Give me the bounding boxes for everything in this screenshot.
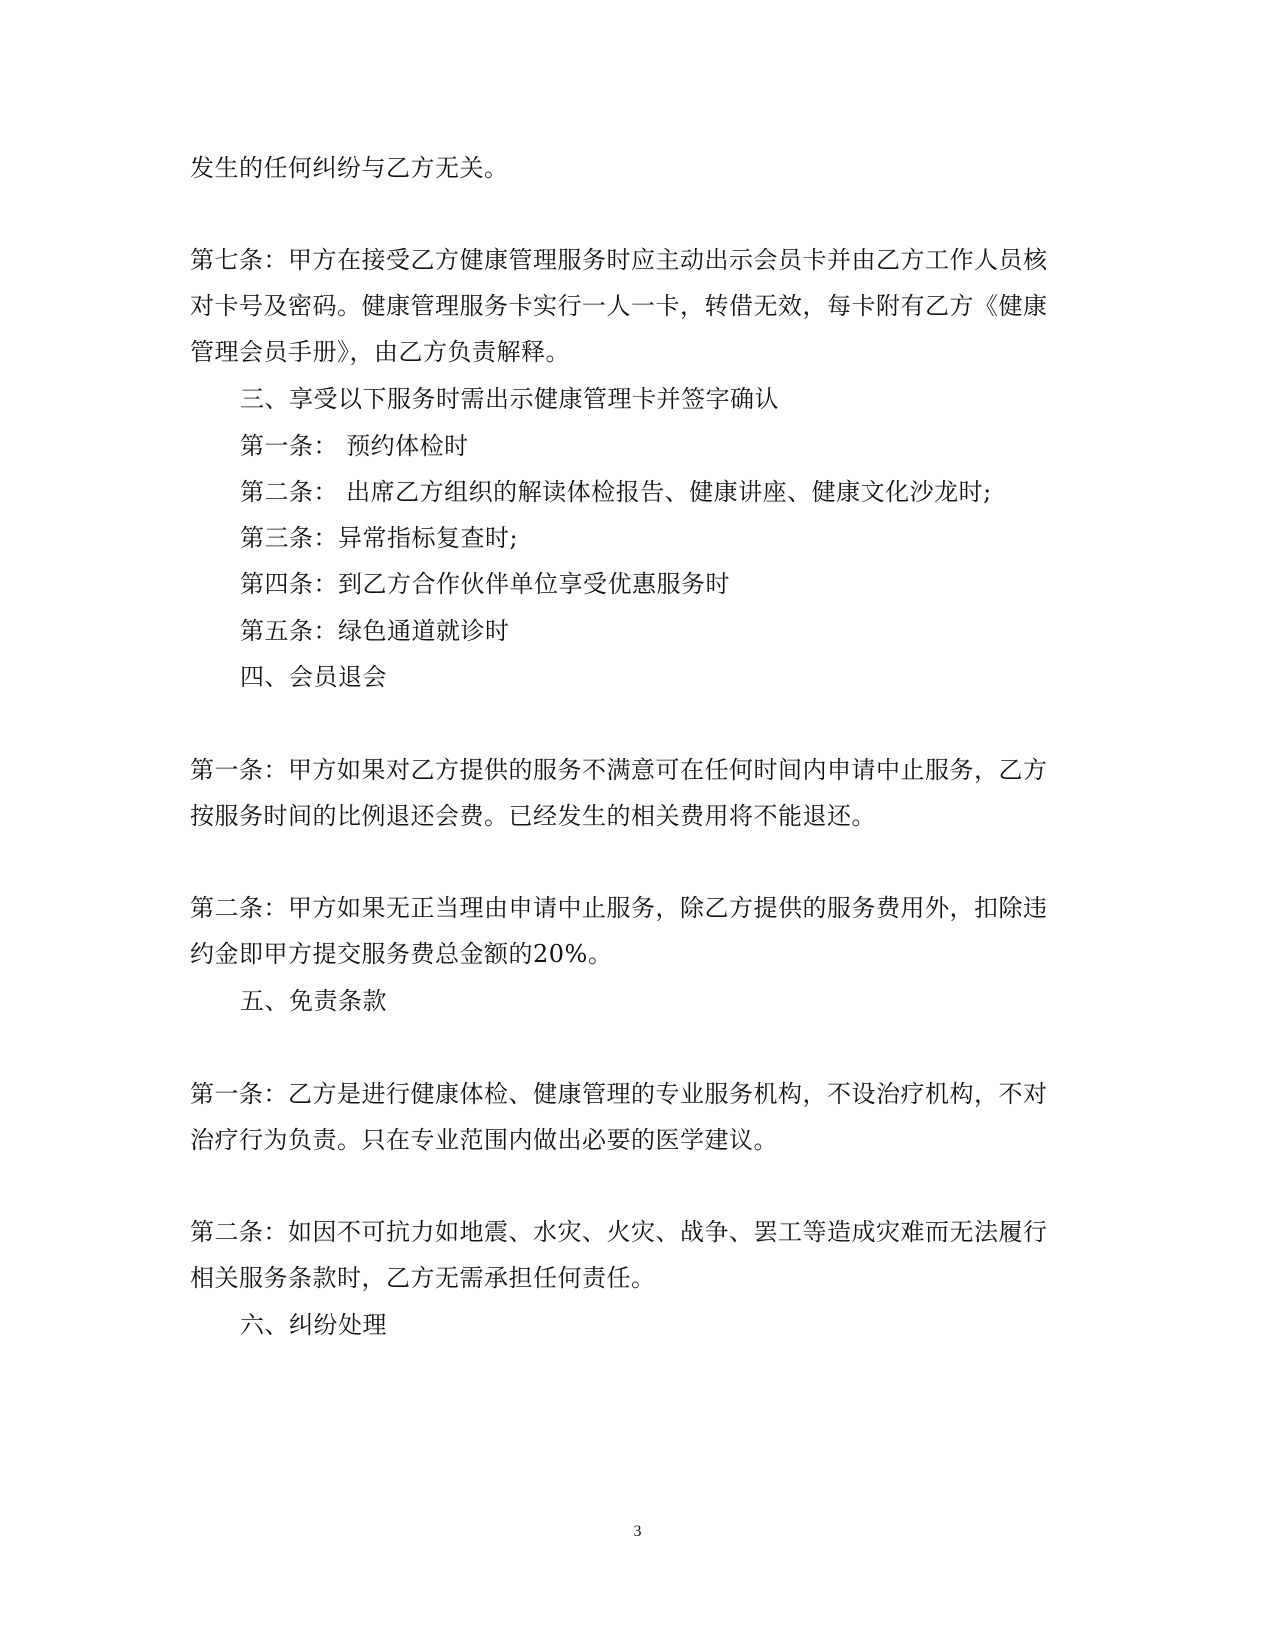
list-item: 第四条：到乙方合作伙伴单位享受优惠服务时: [240, 570, 730, 598]
list-item: 第二条： 出席乙方组织的解读体检报告、健康讲座、健康文化沙龙时;: [240, 478, 992, 506]
paragraph-line: 治疗行为负责。只在专业范围内做出必要的医学建议。: [190, 1126, 778, 1154]
paragraph-line: 第二条：如因不可抗力如地震、水灾、火灾、战争、罢工等造成灾难而无法履行: [190, 1218, 1048, 1246]
section-heading: 五、免责条款: [240, 987, 387, 1015]
page-number: 3: [633, 1523, 642, 1540]
paragraph-line: 管理会员手册》，由乙方负责解释。: [190, 338, 570, 366]
list-item: 第三条：异常指标复查时;: [240, 524, 519, 552]
list-item: 第一条： 预约体检时: [240, 432, 469, 460]
paragraph-line: 发生的任何纠纷与乙方无关。: [190, 154, 509, 182]
paragraph-line: 第七条：甲方在接受乙方健康管理服务时应主动出示会员卡并由乙方工作人员核: [190, 246, 1048, 274]
list-item: 第五条：绿色通道就诊时: [240, 617, 510, 645]
paragraph-line: 按服务时间的比例退还会费。已经发生的相关费用将不能退还。: [190, 802, 876, 830]
section-heading: 三、享受以下服务时需出示健康管理卡并签字确认: [240, 385, 779, 413]
section-heading: 四、会员退会: [240, 663, 387, 691]
paragraph-line: 第一条：甲方如果对乙方提供的服务不满意可在任何时间内申请中止服务，乙方: [190, 756, 1048, 784]
section-heading: 六、纠纷处理: [240, 1311, 387, 1339]
paragraph-line: 相关服务条款时，乙方无需承担任何责任。: [190, 1264, 656, 1292]
paragraph-line: 第二条：甲方如果无正当理由申请中止服务，除乙方提供的服务费用外，扣除违: [190, 894, 1048, 922]
paragraph-line: 第一条：乙方是进行健康体检、健康管理的专业服务机构，不设治疗机构，不对: [190, 1080, 1048, 1108]
paragraph-line: 对卡号及密码。健康管理服务卡实行一人一卡，转借无效，每卡附有乙方《健康: [190, 292, 1048, 320]
paragraph-line: 约金即甲方提交服务费总金额的20%。: [190, 940, 613, 968]
